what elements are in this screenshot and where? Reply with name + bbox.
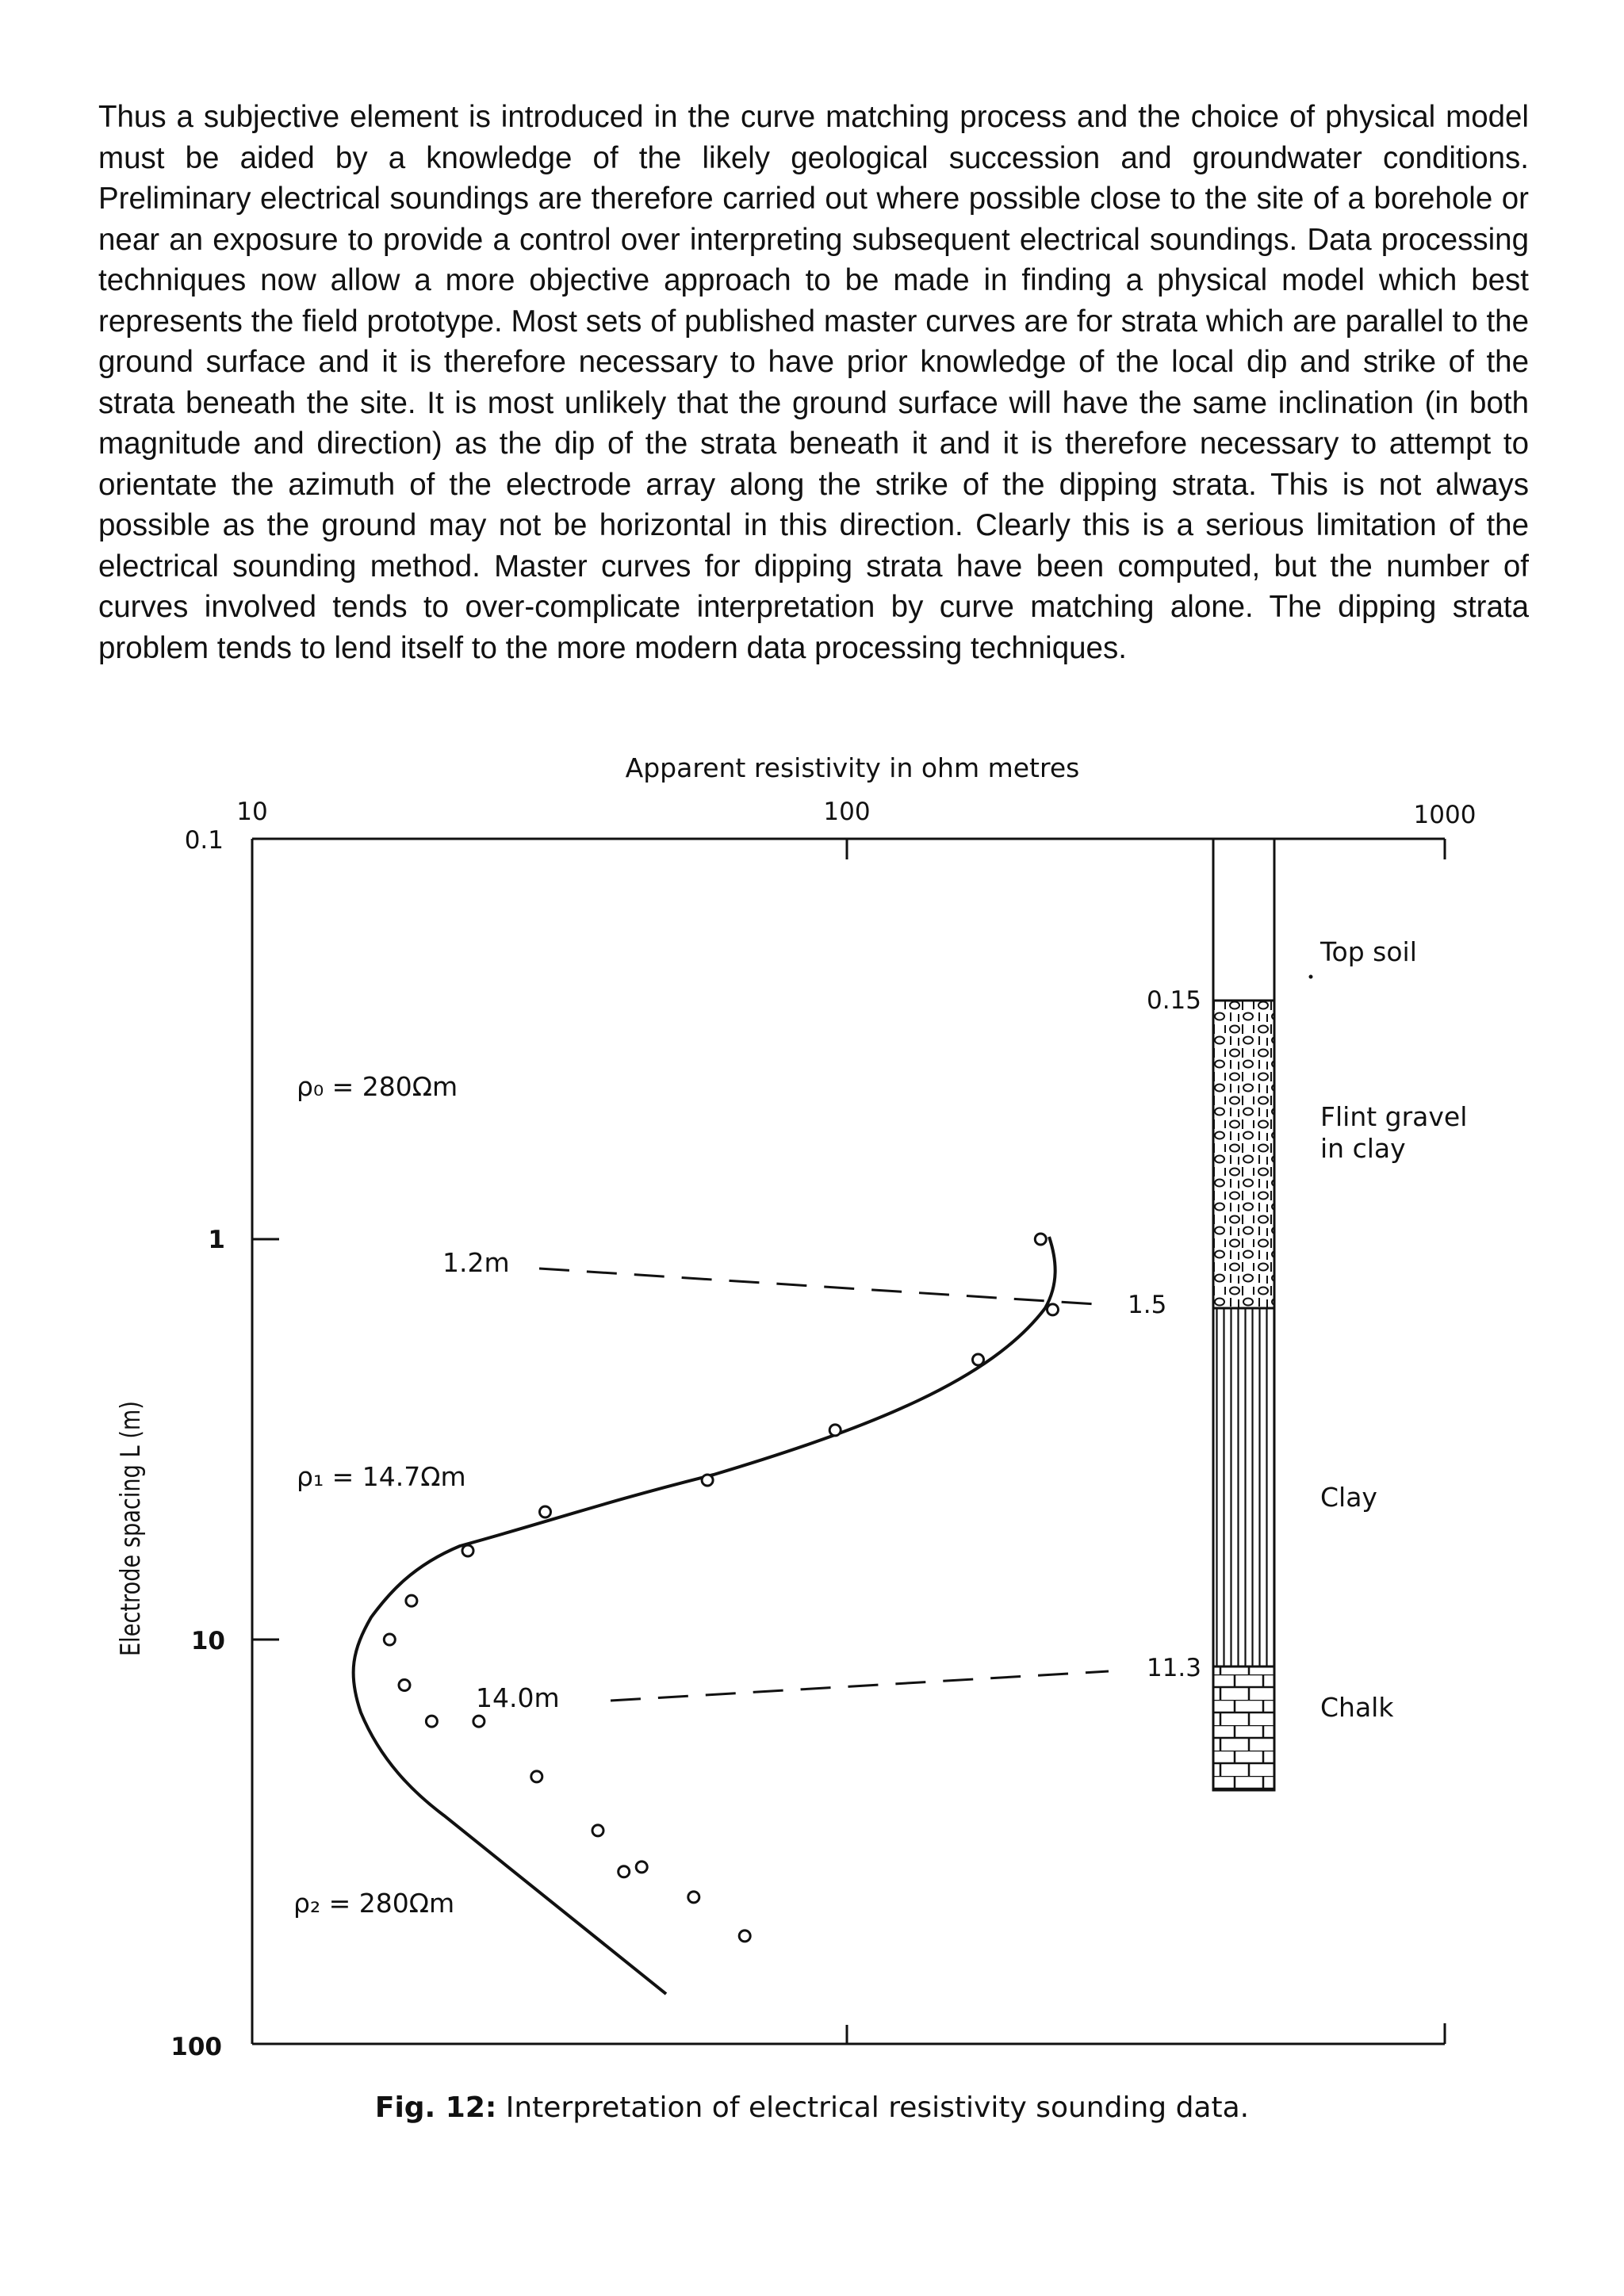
data-point <box>384 1634 395 1645</box>
dot-mark <box>1309 975 1313 979</box>
caption-label: Fig. 12: <box>374 2091 497 2124</box>
body-paragraph: Thus a subjective element is introduced in the curve matching process and the choice of physical model must be aided by a knowledge of the likely geological succession and groundwater conditions. Preliminary electrical soundings are therefore carried out where possible close to the site of a borehole or near an exposure to provide a control over interpreting subsequent electrical soundings. Data processing techniques now allow a more objective approach to be made in finding a physical model which best represents the field prototype. Most sets of published master curves are for strata which are parallel to the ground surface and it is therefore necessary to have prior knowledge of the local dip and strike of the strata beneath the site. It is most unlikely that the ground surface will have the same inclination (in both magnitude and direction) as the dip of the strata beneath it and it is therefore necessary to attempt to orientate the azimuth of the electrode array along the strike of the dipping strata. This is not always possible as the ground may not be horizontal in this direction. Clearly this is a serious limitation of the electrical sounding method. Master curves for dipping strata have been computed, but the number of curves involved tends to over-complicate interpretation by curve matching alone. The dipping strata problem tends to lend itself to the more modern data processing techniques. <box>98 100 1529 665</box>
x-axis-title: Apparent resistivity in ohm metres <box>625 752 1080 783</box>
data-point <box>540 1506 551 1517</box>
dashed-line-upper <box>539 1269 1109 1305</box>
log-layer-label: Clay <box>1320 1482 1377 1513</box>
log-depth-label: 11.3 <box>1146 1654 1201 1682</box>
caption-text: Interpretation of electrical resistivity sounding data. <box>496 2091 1250 2124</box>
data-point <box>636 1862 647 1873</box>
sounding-fit-curve <box>354 1237 1055 1994</box>
y-tick-label: 10 <box>190 1627 225 1655</box>
figure-caption <box>0 2091 1624 2124</box>
log-layer-label: Chalk <box>1320 1692 1394 1723</box>
data-point <box>473 1716 485 1727</box>
data-point <box>739 1931 750 1942</box>
layer-label-rho1: ρ₁ = 14.7Ωm <box>297 1461 466 1492</box>
data-point <box>829 1425 841 1436</box>
log-depth-label: 1.5 <box>1128 1291 1167 1319</box>
chalk-layer <box>1213 1667 1274 1790</box>
data-point <box>531 1771 542 1782</box>
dashed-line-lower <box>611 1671 1109 1701</box>
data-point <box>426 1716 437 1727</box>
data-point <box>702 1475 713 1486</box>
log-depth-label: 0.15 <box>1146 986 1201 1015</box>
x-tick-label: 10 <box>236 798 268 826</box>
data-point <box>462 1545 473 1556</box>
gravel-layer <box>1213 1001 1274 1308</box>
layer-label-rho2: ρ₂ = 280Ωm <box>293 1888 455 1919</box>
y-tick-label: 1 <box>208 1226 225 1254</box>
interpreted-depth-2: 14.0m <box>476 1682 560 1713</box>
y-tick-label: 100 <box>170 2033 222 2061</box>
data-point <box>1035 1234 1046 1245</box>
data-point <box>399 1680 410 1691</box>
log-layer-label: Top soil <box>1320 936 1417 967</box>
y-axis-title: Electrode spacing L (m) <box>115 1400 147 1657</box>
data-point <box>406 1595 417 1606</box>
interpreted-depth-1: 1.2m <box>442 1247 510 1278</box>
borehole-log <box>1213 839 1274 1790</box>
data-points-group <box>384 1234 1058 1942</box>
log-layer-label: in clay <box>1320 1133 1406 1164</box>
data-point <box>973 1354 984 1365</box>
data-point <box>688 1892 699 1903</box>
x-tick-label: 1000 <box>1413 801 1477 829</box>
layer-label-rho0: ρ₀ = 280Ωm <box>297 1071 458 1102</box>
data-point <box>592 1825 603 1836</box>
log-layer-label: Flint gravel <box>1320 1101 1468 1132</box>
y-tick-label: 0.1 <box>184 826 224 855</box>
data-point <box>1048 1304 1059 1315</box>
clay-layer <box>1213 1308 1274 1667</box>
x-tick-label: 100 <box>823 798 871 826</box>
data-point <box>619 1866 630 1877</box>
